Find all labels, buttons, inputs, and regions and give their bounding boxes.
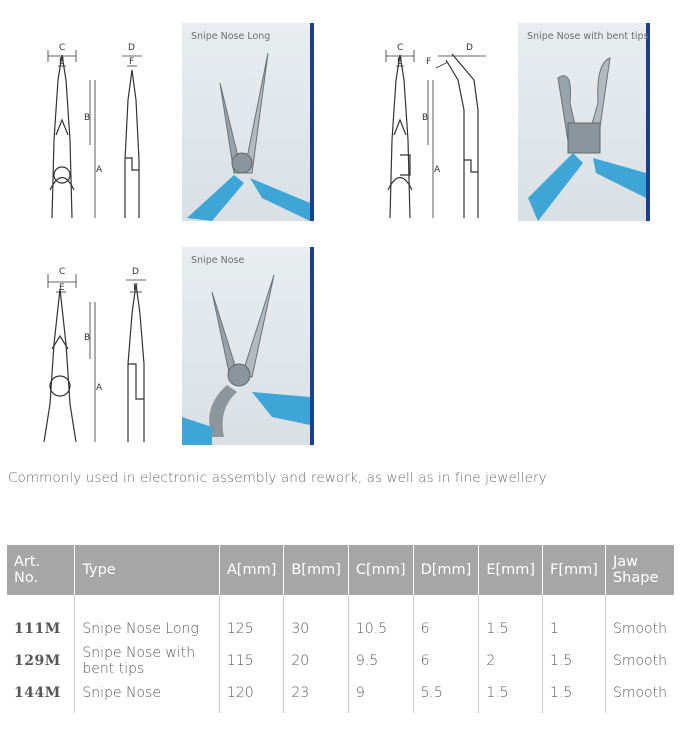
cell-e: 1.5 xyxy=(479,677,543,713)
photo-edge xyxy=(646,23,650,221)
description-text: Commonly used in electronic assembly and rework, as well as in fine jewellery xyxy=(8,470,547,486)
cell-jaw-shape: Smooth xyxy=(605,595,674,645)
cell-f: 1.5 xyxy=(543,645,606,677)
dim-label-d: D xyxy=(132,267,139,277)
table-row xyxy=(7,595,674,645)
specification-table xyxy=(7,545,674,713)
table-row xyxy=(7,645,674,677)
cell-b: 23 xyxy=(284,677,349,713)
technical-drawing xyxy=(40,40,145,222)
cell-type: Snipe Nose with bent tips xyxy=(75,645,219,677)
cell-jaw-shape: Smooth xyxy=(605,677,674,713)
cell-c: 9.5 xyxy=(348,645,413,677)
dim-label-e: E xyxy=(397,57,403,67)
cell-f: 1 xyxy=(543,595,606,645)
cell-e: 1.5 xyxy=(479,595,543,645)
dim-label-b: B xyxy=(422,113,429,123)
photo-edge xyxy=(310,247,314,445)
dim-label-d: D xyxy=(466,43,473,53)
table-header-row xyxy=(7,545,674,595)
dim-label-c: C xyxy=(397,43,404,53)
cell-e: 2 xyxy=(479,645,543,677)
header-e: E[mm] xyxy=(479,545,543,595)
cell-a: 125 xyxy=(219,595,283,645)
product-photo xyxy=(518,23,650,221)
technical-drawing xyxy=(378,40,493,222)
dim-label-a: A xyxy=(96,383,103,393)
photo-edge xyxy=(310,23,314,221)
cell-jaw-shape: Smooth xyxy=(605,645,674,677)
photo-title: Snipe Nose Long xyxy=(191,31,271,42)
cell-c: 10.5 xyxy=(348,595,413,645)
cell-b: 30 xyxy=(284,595,349,645)
header-d: D[mm] xyxy=(413,545,479,595)
cell-art-no: 129M xyxy=(14,653,61,669)
dim-label-a: A xyxy=(96,165,103,175)
dim-label-e: E xyxy=(59,283,65,293)
cell-d: 5.5 xyxy=(413,677,479,713)
header-b: B[mm] xyxy=(284,545,349,595)
header-jaw-shape: Jaw Shape xyxy=(605,545,674,595)
header-a: A[mm] xyxy=(219,545,283,595)
product-photo xyxy=(182,23,314,221)
dim-label-e: E xyxy=(59,57,65,67)
cell-b: 20 xyxy=(284,645,349,677)
cell-a: 115 xyxy=(219,645,283,677)
header-c: C[mm] xyxy=(348,545,413,595)
dim-label-c: C xyxy=(59,43,66,53)
cell-c: 9 xyxy=(348,677,413,713)
cell-a: 120 xyxy=(219,677,283,713)
technical-drawing xyxy=(40,264,150,446)
cell-type: Snipe Nose Long xyxy=(75,595,219,645)
dim-label-b: B xyxy=(84,113,91,123)
header-f: F[mm] xyxy=(543,545,606,595)
photo-title: Snipe Nose xyxy=(191,255,245,266)
dim-label-a: A xyxy=(434,165,441,175)
dim-label-d: D xyxy=(128,43,135,53)
cell-art-no: 144M xyxy=(14,685,61,701)
cell-f: 1.5 xyxy=(543,677,606,713)
dim-label-f: F xyxy=(129,57,135,67)
header-type: Type xyxy=(75,545,219,595)
cell-art-no: 111M xyxy=(14,621,61,637)
cell-d: 6 xyxy=(413,645,479,677)
photo-title: Snipe Nose with bent tips xyxy=(527,31,649,42)
dim-label-f: F xyxy=(426,57,432,67)
dim-label-b: B xyxy=(84,333,91,343)
dim-label-c: C xyxy=(59,267,66,277)
cell-type: Snipe Nose xyxy=(75,677,219,713)
cell-d: 6 xyxy=(413,595,479,645)
table-row xyxy=(7,677,674,713)
header-art-no: Art. No. xyxy=(7,545,75,595)
product-photo xyxy=(182,247,314,445)
dim-label-f: F xyxy=(133,283,139,293)
